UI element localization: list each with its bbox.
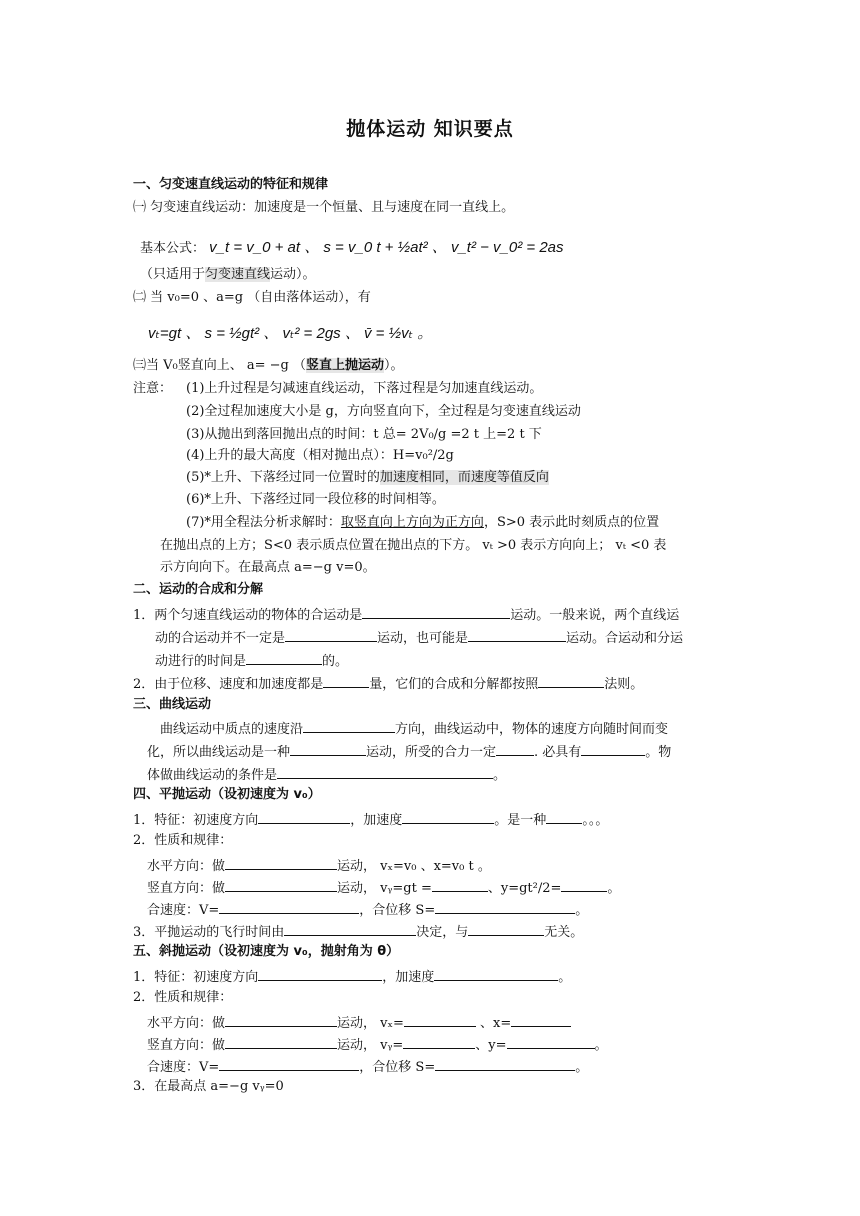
s2-p2 bbox=[133, 673, 643, 694]
s4-l1-d: 。。。 bbox=[582, 813, 609, 828]
note-3: (3)从抛出到落回抛出点的时间：t 总= 2V₀/g =2 t 上=2 t 下 bbox=[186, 427, 542, 442]
s2-p1-line-2 bbox=[155, 627, 683, 648]
s4-c-c: 。 bbox=[575, 903, 589, 918]
s5-horizontal bbox=[147, 1012, 571, 1033]
free-fall-formula-text: vₜ=gt 、 s = ½gt² 、 vₜ² = 2gs 、 v̄ = ½vₜ 。 bbox=[148, 325, 433, 342]
l6-text-a: ㈢当 V₀竖直向上、 a= −g （ bbox=[133, 358, 306, 373]
basic-formula: v_t = v_0 + at 、 s = v_0 t + ½at² 、 v_t² − v_0² = 2as bbox=[209, 239, 564, 256]
fill-blank[interactable] bbox=[538, 673, 604, 688]
s4-l1-a: 1．特征：初速度方向 bbox=[133, 813, 259, 828]
s5-l1-b: ，加速度 bbox=[382, 970, 435, 985]
fill-blank[interactable] bbox=[225, 1012, 337, 1027]
s4-line-1 bbox=[133, 809, 608, 830]
note-highlight: 匀变速直线 bbox=[205, 267, 271, 282]
page-title: 抛体运动 知识要点 bbox=[346, 118, 514, 140]
s5-l1-a: 1．特征：初速度方向 bbox=[133, 970, 259, 985]
fill-blank[interactable] bbox=[435, 899, 575, 914]
fill-blank[interactable] bbox=[225, 855, 337, 870]
s5-h-b: 运动， vₓ= bbox=[337, 1016, 404, 1031]
fill-blank[interactable] bbox=[303, 718, 395, 733]
s3-g: 体做曲线运动的条件是 bbox=[147, 768, 278, 783]
l6-text-b: ）。 bbox=[384, 358, 404, 373]
s5-line-3: 3．在最高点 a=−g vᵧ=0 bbox=[133, 1079, 284, 1094]
s5-c-a: 合速度：V= bbox=[147, 1060, 220, 1075]
s5-l1-c: 。 bbox=[558, 970, 572, 985]
s5-v-a: 竖直方向：做 bbox=[147, 1038, 226, 1053]
s4-vertical bbox=[147, 877, 620, 898]
fill-blank[interactable] bbox=[277, 764, 493, 779]
s3-d: 运动，所受的合力一定 bbox=[366, 745, 497, 760]
fill-blank[interactable] bbox=[225, 1034, 337, 1049]
fill-blank[interactable] bbox=[468, 627, 566, 642]
s2-p2-c: 法则。 bbox=[604, 677, 644, 692]
fill-blank[interactable] bbox=[432, 877, 488, 892]
note-5-text: (5)*上升、下落经过同一位置时的 bbox=[186, 470, 380, 485]
s2-p1-line-3 bbox=[155, 650, 348, 671]
s4-v-a: 竖直方向：做 bbox=[147, 881, 226, 896]
note-4: (4)上升的最大高度（相对抛出点）：H=v₀²/2g bbox=[186, 448, 454, 463]
s1-note bbox=[140, 266, 316, 284]
fill-blank[interactable] bbox=[258, 966, 382, 981]
s2-p1-b: 运动。一般来说，两个直线运 bbox=[510, 608, 680, 623]
s2-p1-line-1 bbox=[133, 604, 679, 625]
s4-l1-c: 。是一种 bbox=[494, 813, 547, 828]
s5-v-c: 、y= bbox=[475, 1038, 507, 1053]
note-7-underline: 取竖直向上方向为正方向 bbox=[340, 515, 484, 530]
fill-blank[interactable] bbox=[402, 809, 494, 824]
free-fall-formula bbox=[148, 316, 432, 353]
s3-b: 方向，曲线运动中，物体的速度方向随时间而变 bbox=[395, 722, 669, 737]
note-7-line-2: 在抛出点的上方；S<0 表示质点位置在抛出点的下方。 vₜ >0 表示方向向上； vₜ <0 表 bbox=[160, 538, 667, 553]
note-label: 注意： bbox=[133, 381, 173, 396]
s2-p1-g: 的。 bbox=[322, 654, 349, 669]
fill-blank[interactable] bbox=[284, 921, 416, 936]
s4-h-b: 运动， vₓ=v₀ 、x=v₀ t 。 bbox=[337, 859, 491, 874]
fill-blank[interactable] bbox=[323, 673, 369, 688]
s5-c-b: ，合位移 S= bbox=[359, 1060, 436, 1075]
s5-h-c: 、x= bbox=[475, 1016, 512, 1031]
fill-blank[interactable] bbox=[507, 1034, 595, 1049]
s2-p1-d: 运动，也可能是 bbox=[377, 631, 469, 646]
note-5 bbox=[186, 469, 549, 487]
note-7-text-a: (7)*用全程法分析求解时： bbox=[186, 515, 341, 530]
s4-l3-c: 无关。 bbox=[544, 925, 584, 940]
fill-blank[interactable] bbox=[285, 627, 377, 642]
s3-e: . 必具有 bbox=[534, 745, 582, 760]
s5-c-c: 。 bbox=[575, 1060, 589, 1075]
s3-line-3 bbox=[147, 764, 506, 785]
s4-l3-b: 决定，与 bbox=[416, 925, 469, 940]
s2-p2-a: 2．由于位移、速度和加速度都是 bbox=[133, 677, 324, 692]
s4-v-d: 。 bbox=[607, 881, 621, 896]
s5-line-1 bbox=[133, 966, 571, 987]
s3-line-1 bbox=[160, 718, 668, 739]
section-1-heading: 一、匀变速直线运动的特征和规律 bbox=[133, 177, 329, 192]
fill-blank[interactable] bbox=[246, 650, 322, 665]
s5-vertical bbox=[147, 1034, 608, 1055]
s4-v-b: 运动， vᵧ=gt = bbox=[337, 881, 432, 896]
s5-line-2: 2．性质和规律： bbox=[133, 990, 233, 1005]
note-text-a: （只适用于 bbox=[140, 267, 206, 282]
s4-l1-b: ，加速度 bbox=[350, 813, 403, 828]
note-1: (1)上升过程是匀减速直线运动，下落过程是匀加速直线运动。 bbox=[186, 381, 543, 396]
fill-blank[interactable] bbox=[258, 809, 350, 824]
section-3-heading: 三、曲线运动 bbox=[133, 697, 212, 712]
s4-horizontal bbox=[147, 855, 491, 876]
s4-line-3 bbox=[133, 921, 583, 942]
basic-formula-line bbox=[140, 228, 564, 269]
fill-blank[interactable] bbox=[496, 741, 534, 756]
formula-label: 基本公式： bbox=[140, 241, 206, 256]
s3-a: 曲线运动中质点的速度沿 bbox=[160, 722, 304, 737]
s4-l3-a: 3．平抛运动的飞行时间由 bbox=[133, 925, 285, 940]
section-2-heading: 二、运动的合成和分解 bbox=[133, 582, 264, 597]
fill-blank[interactable] bbox=[561, 877, 607, 892]
s2-p1-c: 动的合运动并不一定是 bbox=[155, 631, 286, 646]
fill-blank[interactable] bbox=[290, 741, 366, 756]
s4-h-a: 水平方向：做 bbox=[147, 859, 226, 874]
s1-line-6 bbox=[133, 357, 404, 375]
s1-line-4: ㈡ 当 v₀=0 、a=g （自由落体运动），有 bbox=[133, 290, 371, 305]
fill-blank[interactable] bbox=[546, 809, 582, 824]
l6-highlight: 竖直上抛运动 bbox=[306, 358, 385, 373]
section-4-heading: 四、平抛运动（设初速度为 v₀） bbox=[133, 787, 321, 802]
s3-c: 化，所以曲线运动是一种 bbox=[147, 745, 291, 760]
fill-blank[interactable] bbox=[362, 604, 510, 619]
fill-blank[interactable] bbox=[581, 741, 645, 756]
s4-v-c: 、y=gt²/2= bbox=[487, 881, 562, 896]
s2-p1-f: 动进行的时间是 bbox=[155, 654, 247, 669]
note-7 bbox=[186, 514, 659, 532]
s3-f: 。物 bbox=[645, 745, 672, 760]
s1-line-1: ㈠ 匀变速直线运动：加速度是一个恒量、且与速度在同一直线上。 bbox=[133, 200, 515, 215]
s5-h-a: 水平方向：做 bbox=[147, 1016, 226, 1031]
fill-blank[interactable] bbox=[219, 899, 359, 914]
fill-blank[interactable] bbox=[434, 966, 558, 981]
fill-blank[interactable] bbox=[403, 1034, 475, 1049]
note-7-text-b: ，S>0 表示此时刻质点的位置 bbox=[483, 515, 660, 530]
fill-blank[interactable] bbox=[404, 1012, 476, 1027]
note-2: (2)全过程加速度大小是 g，方向竖直向下，全过程是匀变速直线运动 bbox=[186, 404, 581, 419]
fill-blank[interactable] bbox=[435, 1056, 575, 1071]
s2-p1-a: 1．两个匀速直线运动的物体的合运动是 bbox=[133, 608, 363, 623]
s5-v-d: 。 bbox=[594, 1038, 608, 1053]
s4-c-a: 合速度：V= bbox=[147, 903, 220, 918]
fill-blank[interactable] bbox=[219, 1056, 359, 1071]
s2-p1-e: 运动。合运动和分运 bbox=[566, 631, 684, 646]
fill-blank[interactable] bbox=[468, 921, 544, 936]
s2-p2-b: 量，它们的合成和分解都按照 bbox=[369, 677, 539, 692]
s3-h: 。 bbox=[493, 768, 507, 783]
note-5-highlight: 加速度相同，而速度等值反向 bbox=[379, 470, 549, 485]
note-6: (6)*上升、下落经过同一段位移的时间相等。 bbox=[186, 492, 445, 507]
fill-blank[interactable] bbox=[511, 1012, 571, 1027]
s5-combined bbox=[147, 1056, 588, 1077]
note-text-b: 运动）。 bbox=[270, 267, 316, 282]
s4-line-2: 2．性质和规律： bbox=[133, 833, 233, 848]
s4-combined bbox=[147, 899, 588, 920]
s5-v-b: 运动， vᵧ= bbox=[337, 1038, 404, 1053]
note-7-line-3: 示方向向下。在最高点 a=−g v=0。 bbox=[160, 560, 376, 575]
section-5-heading: 五、斜抛运动（设初速度为 v₀，抛射角为 θ） bbox=[133, 944, 400, 959]
fill-blank[interactable] bbox=[225, 877, 337, 892]
s4-c-b: ，合位移 S= bbox=[359, 903, 436, 918]
s3-line-2 bbox=[147, 741, 671, 762]
